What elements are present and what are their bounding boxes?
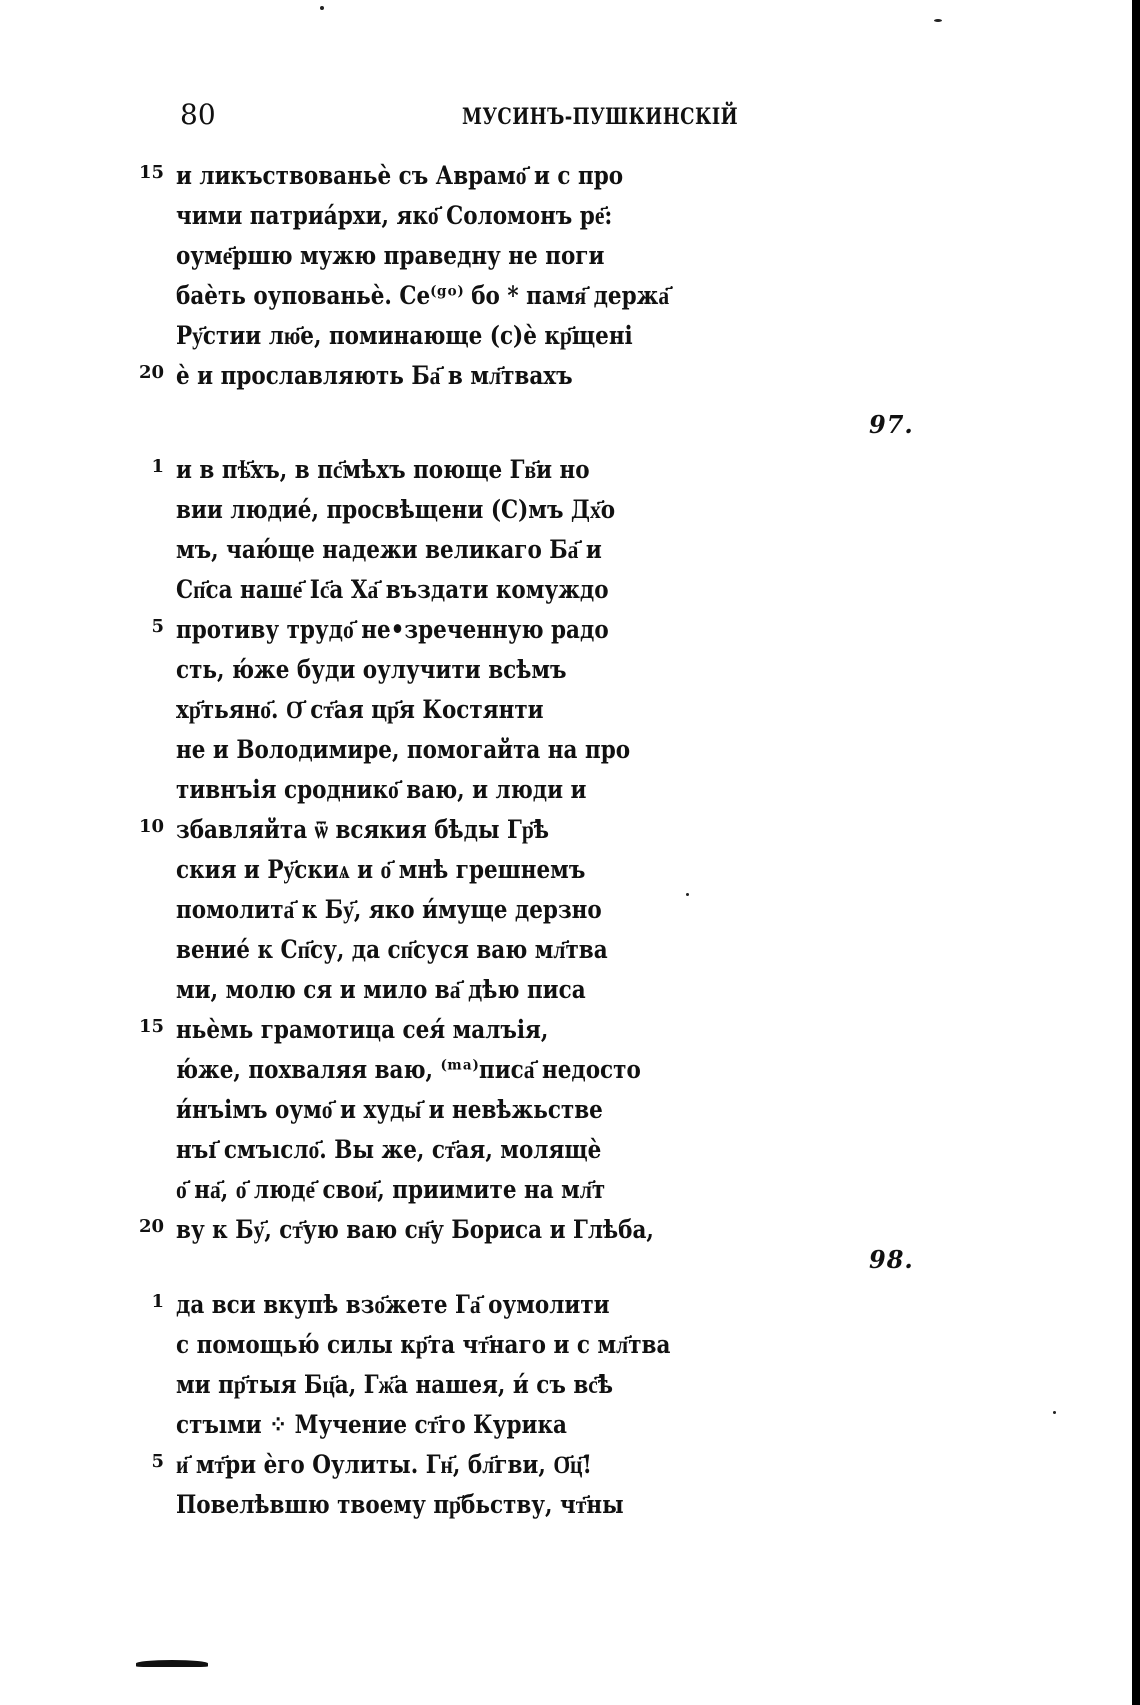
- text-line: [0, 930, 1140, 970]
- line-text: Повелѣвшю твоему пр҃бьству, чт҃ны: [176, 1490, 624, 1519]
- ink-speck: [934, 19, 942, 22]
- text-line: [0, 450, 1140, 490]
- line-text: стъıми ⁘ Мучение ст҃го Курика: [176, 1410, 567, 1439]
- line-text: Ру҃стии лю҃е, поминающе (с)ѐ кр҃щені: [176, 321, 633, 350]
- folio-number-97: 97.: [869, 410, 914, 439]
- line-text: ми, молю ся и мило ва҃ дѣю писа: [176, 975, 586, 1004]
- line-text: с помощью́ силы кр҃та чт҃наго и с мл҃тва: [176, 1330, 671, 1359]
- line-text: вии людие́, просвѣщени (С)мъ Дх҃о: [176, 495, 616, 524]
- line-text: да вси вкупѣ взо҃жете Га҃ оумолити: [176, 1290, 610, 1319]
- text-line: [0, 1130, 1140, 1170]
- text-line: [0, 196, 1140, 236]
- text-line: [0, 850, 1140, 890]
- line-text: мъ, чаю́ще надежи великаго Ба҃ и: [176, 535, 602, 564]
- running-title: МУСИНЪ-ПУШКИНСКІЙ: [462, 104, 739, 130]
- text-line: [0, 1365, 1140, 1405]
- line-number: 1: [151, 1291, 164, 1312]
- text-line: [0, 1285, 1140, 1325]
- line-number: 5: [151, 1451, 164, 1472]
- line-text: и в пѣ҃хъ, в пс҃мѣхъ поюще Гв҃и но: [176, 455, 590, 484]
- line-text: сть, ю́же буди оулучити всѣмъ: [176, 655, 567, 684]
- line-text: збавляйта ѿ всякия бѣды Гр҃ѣ: [176, 815, 549, 844]
- text-line: [0, 650, 1140, 690]
- text-line: [0, 1445, 1140, 1485]
- line-text: баѐть оупованьѐ. Се⁽ᵍᵒ⁾ бо * памя҃ держа҃: [176, 281, 670, 310]
- text-line: [0, 1090, 1140, 1130]
- ink-mark: [136, 1660, 208, 1667]
- text-block-3: [0, 1285, 1140, 1525]
- text-line: [0, 690, 1140, 730]
- line-text: тивнъія сроднико҃ ваю, и люди и: [176, 775, 587, 804]
- text-line: [0, 1010, 1140, 1050]
- text-line: [0, 810, 1140, 850]
- line-text: Сп҃са наше҃ Іс҃а Ха҃ въздати комуждо: [176, 575, 609, 604]
- line-text: ския и Ру҃скиѧ и о҃ мнѣ грешнемъ: [176, 855, 586, 884]
- text-line: [0, 1210, 1140, 1250]
- line-text: хр҃тьяно҃. О҃ ст҃ая цр҃я Костянти: [176, 695, 544, 724]
- page-header: [0, 98, 1140, 138]
- line-number: 20: [138, 1216, 164, 1237]
- text-line: [0, 610, 1140, 650]
- text-line: [0, 730, 1140, 770]
- text-line: [0, 970, 1140, 1010]
- line-number: 15: [138, 162, 164, 183]
- line-text: помолита҃ к Бу҃, яко и́муще дерзно: [176, 895, 602, 924]
- line-text: чими патриа́рхи, яко҃ Соломонъ ре҃:: [176, 201, 613, 230]
- text-line: [0, 570, 1140, 610]
- text-line: [0, 356, 1140, 396]
- line-text: нъı҃ смъıсло҃. Вы же, ст҃ая, молящѐ: [176, 1135, 602, 1164]
- page-number: 80: [180, 98, 216, 131]
- line-text: о҃ на҃, о҃ люде҃ свои҃, приимите на мл҃т: [176, 1175, 606, 1204]
- line-text: ву к Бу҃, ст҃ую ваю сн҃у Бориса и Глѣба,: [176, 1215, 654, 1244]
- text-line: [0, 490, 1140, 530]
- line-text: не и Володимире, помогайта на про: [176, 735, 631, 764]
- line-number: 1: [151, 456, 164, 477]
- line-number: 20: [138, 362, 164, 383]
- ink-speck: [320, 6, 324, 10]
- line-number: 15: [138, 1016, 164, 1037]
- folio-number-98: 98.: [869, 1245, 914, 1274]
- ink-speck: [1053, 1411, 1056, 1414]
- line-text: ѐ и прославляють Ба҃ в мл҃твахъ: [176, 361, 573, 390]
- text-line: [0, 156, 1140, 196]
- line-text: и́нъімъ оумо҃ и худы҃ и невѣжьстве: [176, 1095, 603, 1124]
- text-line: [0, 236, 1140, 276]
- line-number: 5: [151, 616, 164, 637]
- line-text: и҃ мт҃ри ѐго Оулиты. Гн҃, бл҃гви, О҃ц҃!: [176, 1450, 592, 1479]
- line-text: ми пр҃тыя Бц҃а, Гж҃а нашея, и́ съ вс҃ѣ: [176, 1370, 613, 1399]
- text-block-2: [0, 450, 1140, 1250]
- text-line: [0, 276, 1140, 316]
- line-text: ньѐмь грамотица сея́ малъія,: [176, 1015, 549, 1044]
- text-line: [0, 1485, 1140, 1525]
- text-line: [0, 316, 1140, 356]
- text-line: [0, 890, 1140, 930]
- line-text: противу трудо҃ не•зреченную радо: [176, 615, 609, 644]
- line-text: ю́же, похваляя ваю, ⁽ᵐᵃ⁾писа҃ недосто: [176, 1055, 641, 1084]
- line-text: и ликъствованьѐ съ Аврамо҃ и с про: [176, 161, 624, 190]
- text-line: [0, 1050, 1140, 1090]
- text-line: [0, 1325, 1140, 1365]
- line-number: 10: [138, 816, 164, 837]
- text-line: [0, 1170, 1140, 1210]
- text-line: [0, 770, 1140, 810]
- line-text: вение́ к Сп҃су, да сп҃суся ваю мл҃тва: [176, 935, 608, 964]
- text-block-1: [0, 156, 1140, 396]
- ink-speck: [686, 893, 689, 896]
- text-line: [0, 1405, 1140, 1445]
- text-line: [0, 530, 1140, 570]
- line-text: оуме҃ршю мужю праведну не поги: [176, 241, 605, 270]
